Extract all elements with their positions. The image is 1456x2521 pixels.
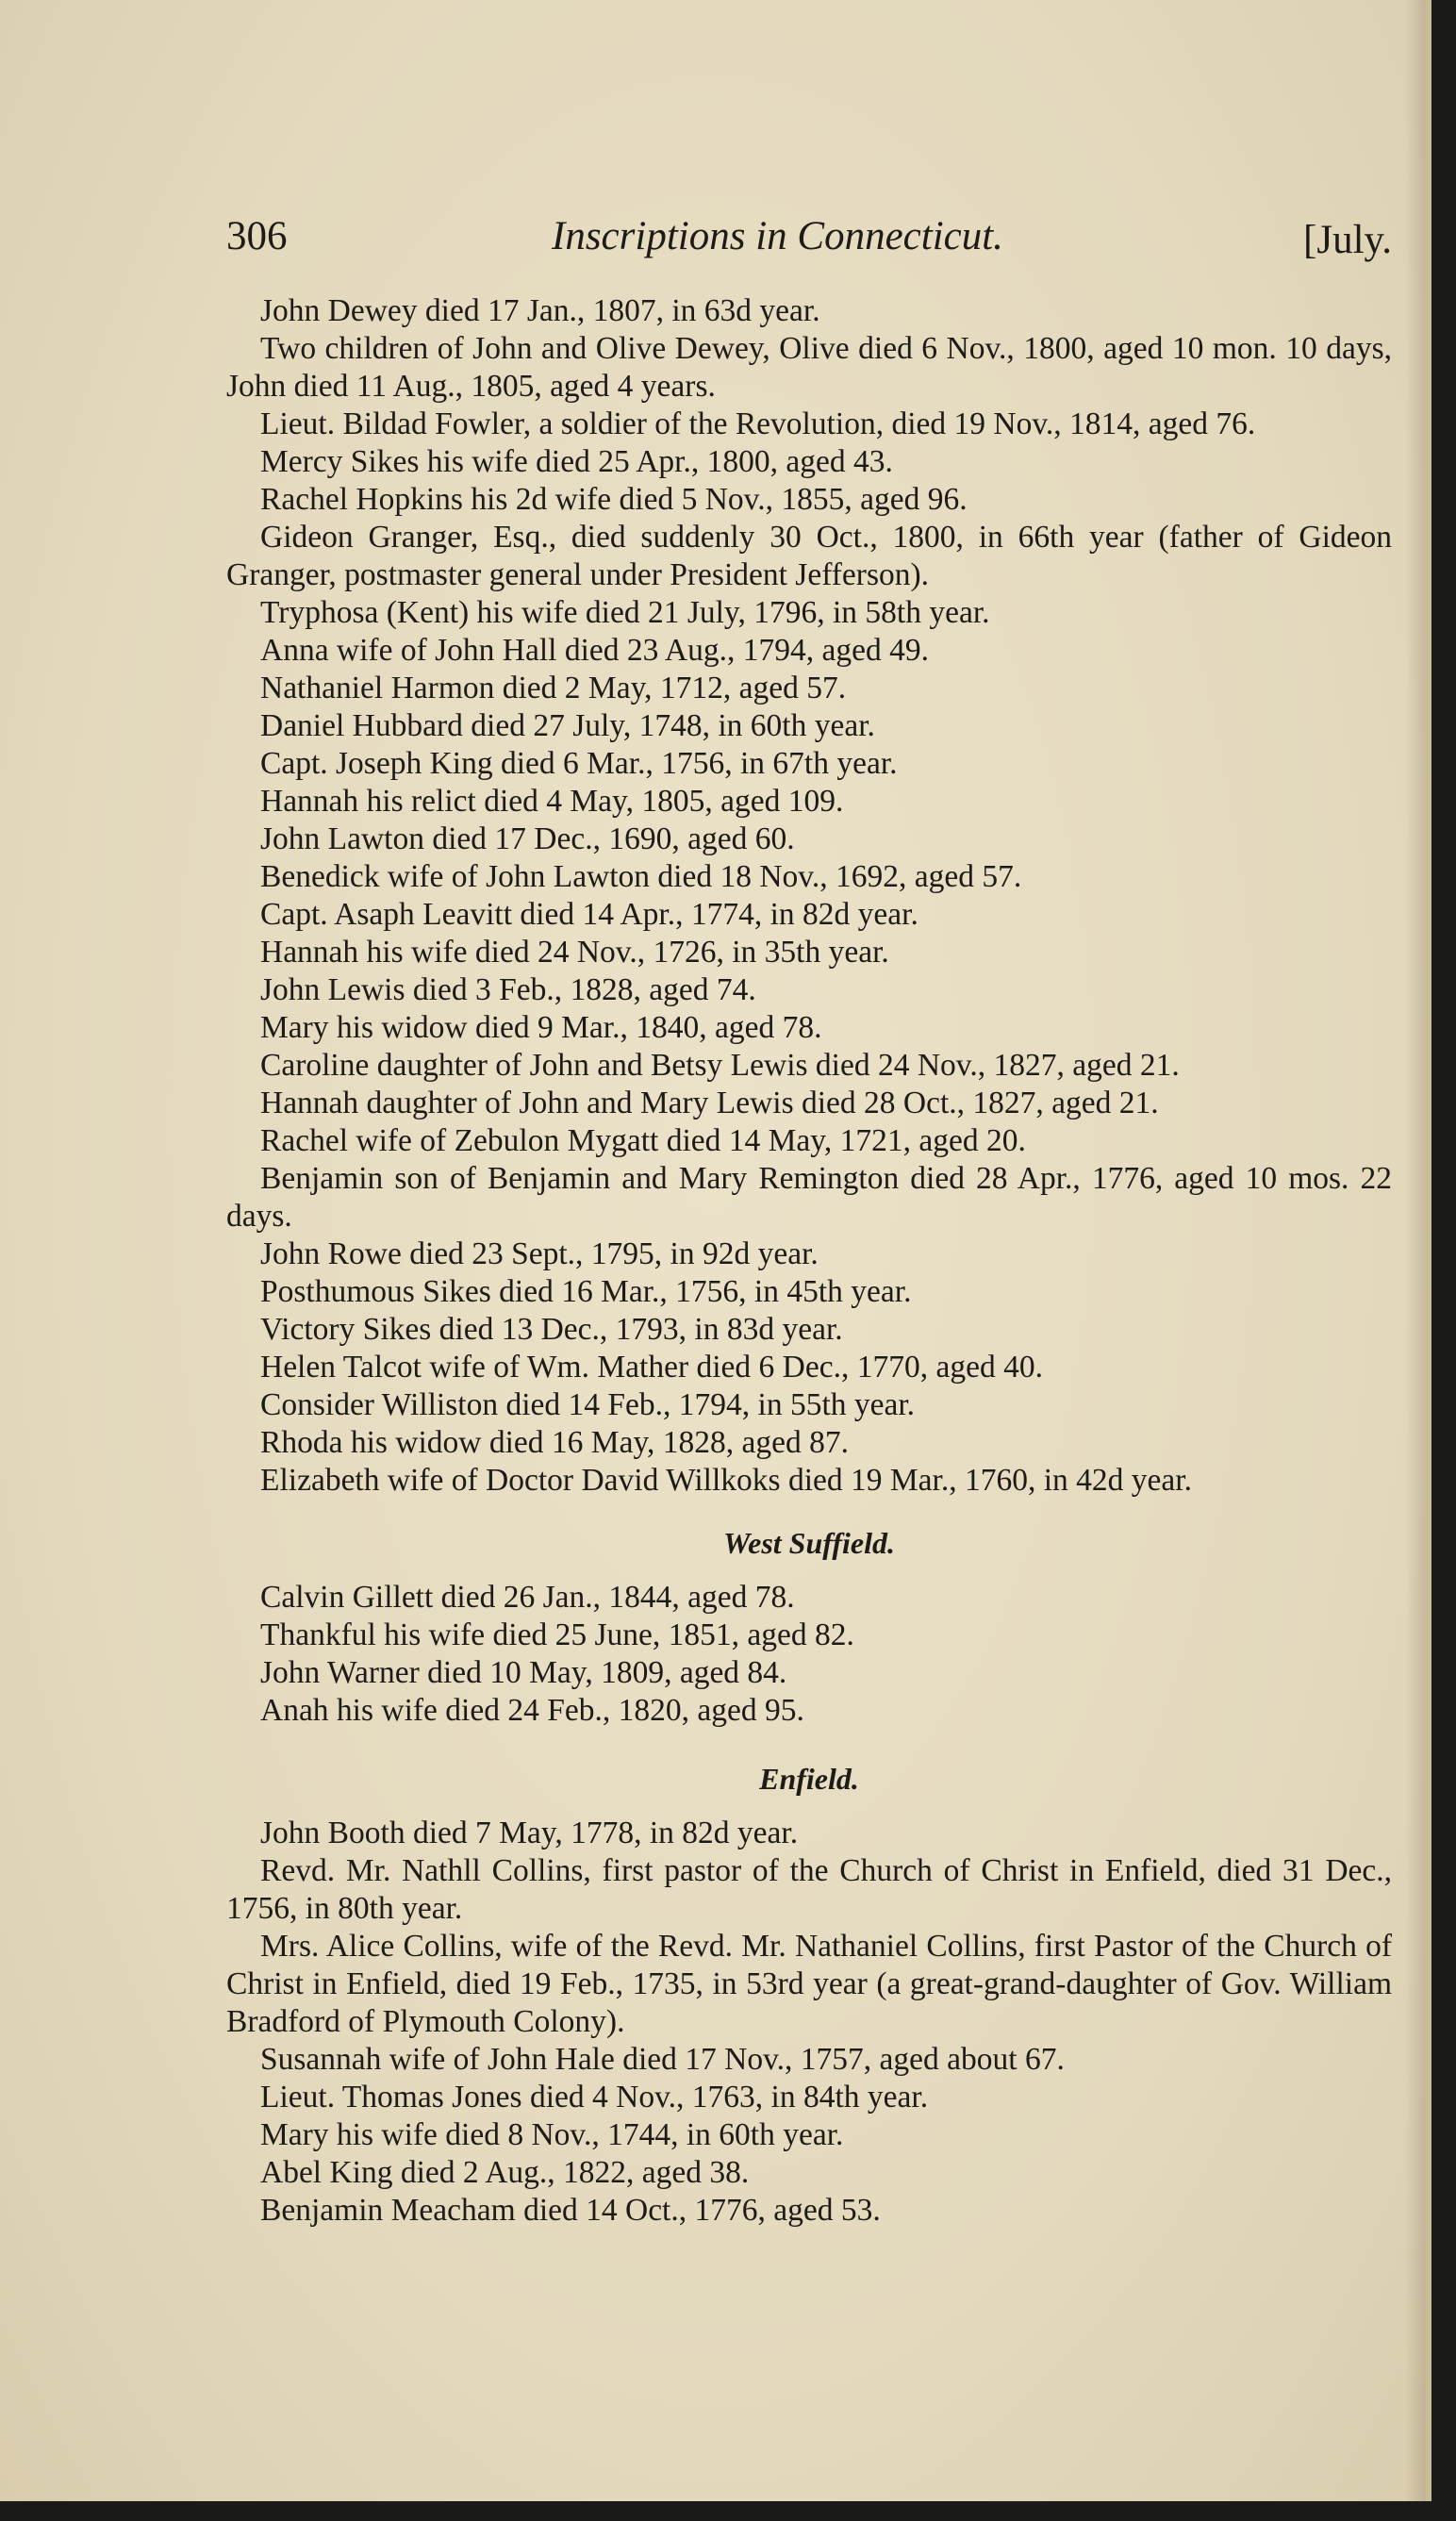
list-item: Mary his wife died 8 Nov., 1744, in 60th year. (260, 2117, 844, 2152)
list-item: Anna wife of John Hall died 23 Aug., 1794, aged 49. (260, 633, 929, 668)
list-item: Calvin Gillett died 26 Jan., 1844, aged 78. (260, 1580, 795, 1615)
running-title: Inscriptions in Connecticut. (552, 214, 1003, 258)
list-item: Capt. Joseph King died 6 Mar., 1756, in 67th year. (260, 746, 898, 781)
list-item: Abel King died 2 Aug., 1822, aged 38. (260, 2155, 750, 2190)
list-item: Tryphosa (Kent) his wife died 21 July, 1796, in 58th year. (260, 595, 990, 630)
list-item: Benjamin Meacham died 14 Oct., 1776, aged 53. (260, 2193, 881, 2228)
entries-list (226, 292, 1392, 1500)
list-item: Nathaniel Harmon died 2 May, 1712, aged 57. (260, 671, 847, 705)
list-item: Daniel Hubbard died 27 July, 1748, in 60th year. (260, 708, 875, 743)
list-item: Mary his widow died 9 Mar., 1840, aged 78. (260, 1010, 822, 1045)
list-item: Two children of John and Olive Dewey, Olive died 6 Nov., 1800, aged 10 mon. 10 days, John died 11 Aug., 1805, aged 4 years. (226, 331, 1392, 404)
section-enfield (226, 1760, 1392, 2230)
list-item: Anah his wife died 24 Feb., 1820, aged 95. (260, 1693, 804, 1728)
list-item: Hannah his wife died 24 Nov., 1726, in 35th year. (260, 935, 889, 970)
running-date: [July. (1303, 218, 1392, 262)
section-heading: Enfield. (759, 1762, 859, 1796)
list-item: Caroline daughter of John and Betsy Lewis died 24 Nov., 1827, aged 21. (260, 1048, 1180, 1083)
page-number: 306 (226, 214, 288, 258)
list-item: Rachel Hopkins his 2d wife died 5 Nov., 1855, aged 96. (260, 482, 968, 517)
list-item: Hannah daughter of John and Mary Lewis died 28 Oct., 1827, aged 21. (260, 1086, 1159, 1120)
list-item: Lieut. Bildad Fowler, a soldier of the Revolution, died 19 Nov., 1814, aged 76. (260, 406, 1256, 441)
list-item: Capt. Asaph Leavitt died 14 Apr., 1774, in 82d year. (260, 897, 918, 932)
list-item: Helen Talcot wife of Wm. Mather died 6 Dec., 1770, aged 40. (260, 1350, 1043, 1385)
list-item: Susannah wife of John Hale died 17 Nov., 1757, aged about 67. (260, 2042, 1065, 2077)
section-heading: West Suffield. (723, 1526, 895, 1560)
list-item: John Warner died 10 May, 1809, aged 84. (260, 1655, 787, 1690)
list-item: Lieut. Thomas Jones died 4 Nov., 1763, in 84th year. (260, 2080, 929, 2115)
list-item: John Lawton died 17 Dec., 1690, aged 60. (260, 821, 795, 856)
list-item: Hannah his relict died 4 May, 1805, aged 109. (260, 784, 844, 819)
list-item: Victory Sikes died 13 Dec., 1793, in 83d year. (260, 1312, 843, 1347)
list-item: Mrs. Alice Collins, wife of the Revd. Mr. Nathaniel Collins, first Pastor of the Church of Christ in Enfield, died 19 Feb., 1735, in 53rd year (a great-grand-daughter of Gov. William Bradford of Plymouth Colony). (226, 1929, 1392, 2039)
page-edge-shadow (1405, 0, 1426, 2501)
list-item: Revd. Mr. Nathll Collins, first pastor of the Church of Christ in Enfield, died 31 Dec., 1756, in 80th year. (226, 1853, 1392, 1926)
list-item: Mercy Sikes his wife died 25 Apr., 1800, aged 43. (260, 444, 893, 479)
list-item: Posthumous Sikes died 16 Mar., 1756, in 45th year. (260, 1274, 912, 1309)
inscriptions-body (226, 292, 1392, 2230)
list-item: Rachel wife of Zebulon Mygatt died 14 May, 1721, aged 20. (260, 1123, 1026, 1158)
list-item: Benjamin son of Benjamin and Mary Remington died 28 Apr., 1776, aged 10 mos. 22 days. (226, 1161, 1392, 1234)
page-header (226, 209, 1392, 275)
list-item: John Dewey died 17 Jan., 1807, in 63d year. (260, 293, 820, 328)
list-item: Elizabeth wife of Doctor David Willkoks died 19 Mar., 1760, in 42d year. (260, 1463, 1192, 1498)
list-item: Rhoda his widow died 16 May, 1828, aged 87. (260, 1425, 850, 1460)
list-item: John Lewis died 3 Feb., 1828, aged 74. (260, 972, 756, 1007)
list-item: John Booth died 7 May, 1778, in 82d year. (260, 1816, 799, 1850)
list-item: John Rowe died 23 Sept., 1795, in 92d year. (260, 1236, 819, 1271)
section-west-suffield (226, 1524, 1392, 1730)
list-item: Consider Williston died 14 Feb., 1794, in 55th year. (260, 1387, 916, 1422)
list-item: Thankful his wife died 25 June, 1851, aged 82. (260, 1617, 854, 1652)
list-item: Gideon Granger, Esq., died suddenly 30 Oct., 1800, in 66th year (father of Gideon Granger, postmaster general under President Jefferson). (226, 520, 1392, 592)
list-item: Benedick wife of John Lawton died 18 Nov., 1692, aged 57. (260, 859, 1022, 894)
